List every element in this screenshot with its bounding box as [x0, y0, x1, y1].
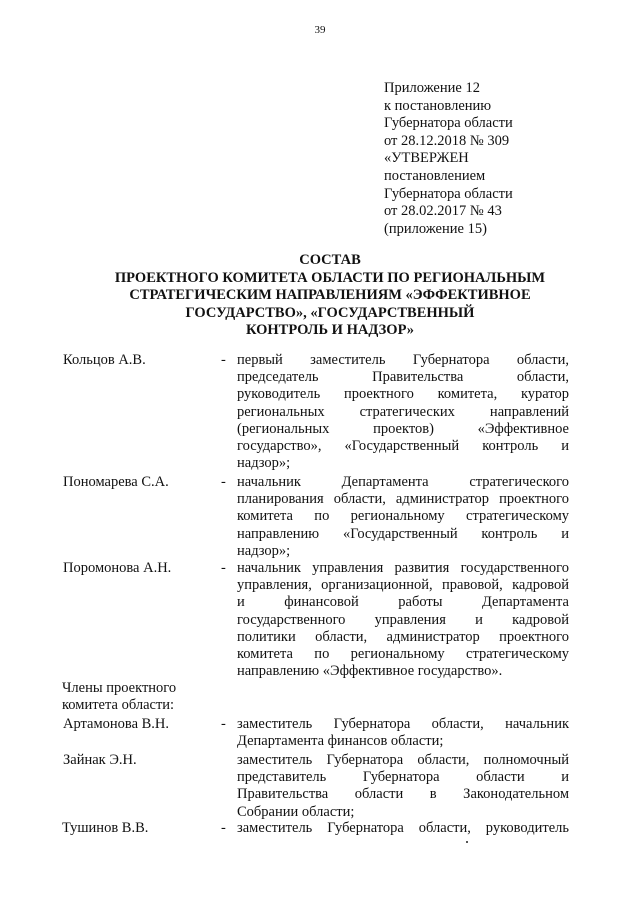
title-line: КОНТРОЛЬ И НАДЗОР» — [245, 322, 415, 339]
role-line: заместитель Губернатора области, начальник — [237, 716, 569, 732]
role-line: председатель Правительства области, — [237, 369, 569, 386]
role-line: и финансовой работы Департамента — [237, 594, 569, 611]
appendix-approval-block — [384, 80, 584, 238]
appendix-line: от 28.02.2017 № 43 — [384, 203, 502, 220]
title-line: СТРАТЕГИЧЕСКИМ НАПРАВЛЕНИЯМ «ЭФФЕКТИВНОЕ — [129, 287, 531, 304]
role-line: начальник Департамента стратегического — [237, 474, 569, 490]
role-line: Собрании области; — [237, 803, 355, 820]
entry-dash: - — [221, 820, 226, 836]
document-title — [80, 252, 580, 340]
appendix-line: Приложение 12 — [384, 80, 480, 96]
role-line: региональных стратегических направлений — [237, 403, 569, 420]
members-heading-line: комитета области: — [62, 697, 175, 713]
role-line: Правительства области в Законодательном — [237, 786, 569, 803]
role-line: Департамента финансов области; — [237, 733, 444, 750]
role-line: государство», «Государственный контроль и — [237, 438, 569, 455]
role-line: государственного управления и кадровой — [237, 611, 569, 628]
appendix-line: Губернатора области — [384, 115, 513, 132]
person-role — [237, 716, 569, 750]
appendix-line: к постановлению — [384, 97, 492, 114]
role-line: надзор»; — [237, 455, 291, 472]
role-line: заместитель Губернатора области, полномочный — [237, 752, 569, 768]
person-name: Тушинов В.В. — [62, 820, 149, 836]
title-line: СОСТАВ — [299, 252, 361, 268]
role-line: (региональных проектов) «Эффективное — [237, 420, 569, 437]
role-line: направлению «Эффективное государство». — [237, 663, 503, 680]
role-line: начальник управления развития государственного — [237, 560, 569, 576]
role-line: комитета по региональному стратегическому — [237, 508, 569, 525]
role-line: заместитель Губернатора области, руководитель — [237, 820, 569, 836]
person-role — [237, 752, 569, 821]
entry-dash: - — [221, 352, 226, 368]
person-name: Артамонова В.Н. — [63, 716, 170, 732]
appendix-line: «УТВЕРЖЕН — [384, 150, 469, 167]
title-line: ПРОЕКТНОГО КОМИТЕТА ОБЛАСТИ ПО РЕГИОНАЛЬНЫМ — [114, 269, 546, 286]
appendix-line: (приложение 15) — [384, 220, 487, 237]
role-line: управления, организационной, правовой, кадровой — [237, 577, 569, 594]
scan-artifact — [466, 841, 468, 843]
person-name: Зайнак Э.Н. — [63, 752, 137, 768]
appendix-line: от 28.12.2018 № 309 — [384, 132, 510, 149]
entry-dash: - — [221, 716, 226, 732]
person-role — [237, 474, 569, 560]
appendix-line: постановлением — [384, 167, 486, 184]
page-number: 39 — [314, 24, 326, 36]
members-heading-line: Члены проектного — [62, 680, 177, 696]
role-line: первый заместитель Губернатора области, — [237, 352, 569, 368]
person-name: Пономарева С.А. — [63, 474, 169, 490]
role-line: руководитель проектного комитета, куратор — [237, 386, 569, 403]
person-name: Поромонова А.Н. — [63, 560, 172, 576]
person-role — [237, 560, 569, 680]
person-role — [237, 820, 569, 837]
person-name: Кольцов А.В. — [63, 352, 146, 368]
role-line: политики области, администратор проектного — [237, 628, 569, 645]
title-line: ГОСУДАРСТВО», «ГОСУДАРСТВЕННЫЙ — [185, 304, 475, 321]
role-line: надзор»; — [237, 542, 291, 559]
members-heading — [62, 680, 212, 714]
appendix-line: Губернатора области — [384, 185, 513, 202]
role-line: направлению «Государственный контроль и — [237, 525, 569, 542]
role-line: планирования области, администратор проектного — [237, 491, 569, 508]
role-line: комитета по региональному стратегическому — [237, 646, 569, 663]
entry-dash: - — [221, 560, 226, 576]
person-role — [237, 352, 569, 472]
role-line: представитель Губернатора области и — [237, 769, 569, 786]
entry-dash: - — [221, 474, 226, 490]
